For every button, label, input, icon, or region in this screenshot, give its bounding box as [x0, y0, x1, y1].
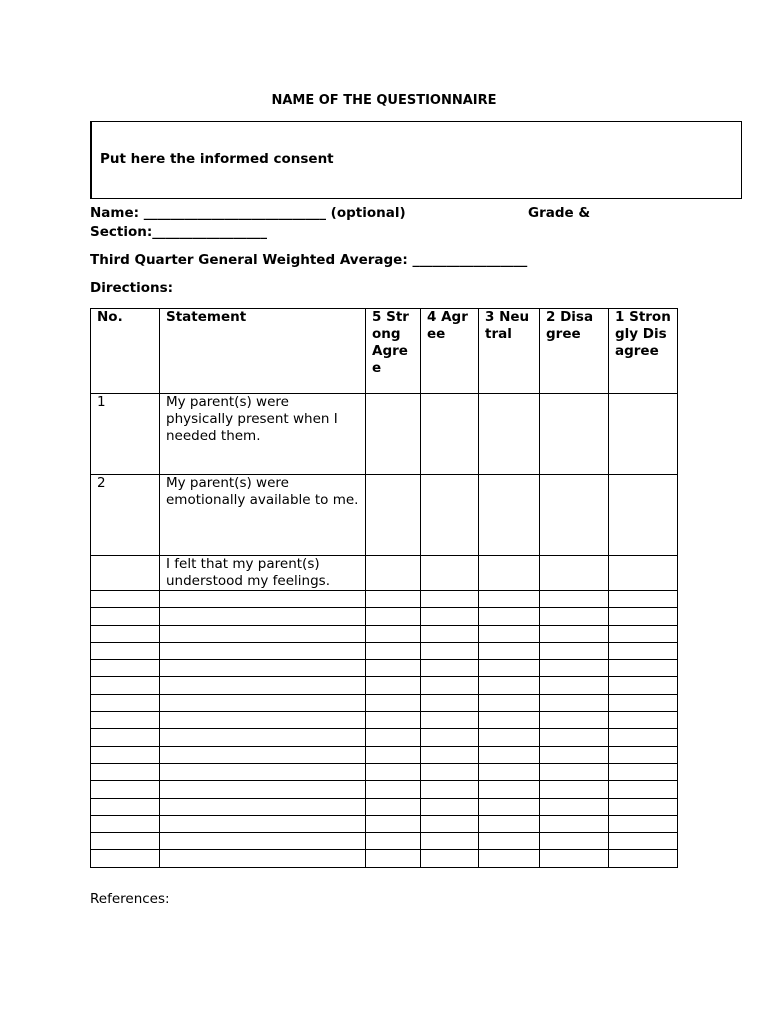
empty-cell[interactable] [479, 677, 540, 694]
empty-cell[interactable] [609, 591, 678, 608]
empty-cell[interactable] [91, 642, 160, 659]
empty-cell[interactable] [160, 815, 366, 832]
empty-cell[interactable] [366, 660, 421, 677]
empty-cell[interactable] [91, 677, 160, 694]
empty-cell[interactable] [366, 642, 421, 659]
empty-cell[interactable] [609, 677, 678, 694]
rating-cell-1[interactable] [609, 475, 678, 556]
empty-cell[interactable] [160, 625, 366, 642]
directions-label: Directions: [90, 280, 174, 296]
empty-cell[interactable] [609, 608, 678, 625]
empty-cell[interactable] [91, 608, 160, 625]
empty-table-row [91, 850, 678, 867]
empty-cell[interactable] [479, 591, 540, 608]
empty-cell[interactable] [160, 712, 366, 729]
empty-cell[interactable] [540, 608, 609, 625]
empty-cell[interactable] [91, 781, 160, 798]
gwa-line: Third Quarter General Weighted Average: _________________ [90, 252, 528, 268]
empty-table-row [91, 625, 678, 642]
empty-table-row [91, 763, 678, 780]
empty-cell[interactable] [160, 798, 366, 815]
empty-cell[interactable] [479, 746, 540, 763]
empty-cell[interactable] [479, 660, 540, 677]
consent-text: Put here the informed consent [100, 151, 334, 167]
empty-cell[interactable] [366, 798, 421, 815]
empty-cell[interactable] [421, 815, 479, 832]
references-label: References: [90, 891, 170, 907]
empty-cell[interactable] [91, 694, 160, 711]
rating-cell-2[interactable] [540, 556, 609, 591]
empty-cell[interactable] [479, 625, 540, 642]
empty-cell[interactable] [91, 660, 160, 677]
empty-cell[interactable] [160, 660, 366, 677]
empty-cell[interactable] [479, 833, 540, 850]
empty-cell[interactable] [540, 677, 609, 694]
empty-cell[interactable] [421, 694, 479, 711]
row-statement: My parent(s) were emotionally available to me. [160, 475, 366, 556]
empty-cell[interactable] [91, 712, 160, 729]
rating-cell-4[interactable] [421, 394, 479, 475]
empty-cell[interactable] [479, 729, 540, 746]
empty-cell[interactable] [609, 798, 678, 815]
row-statement: I felt that my parent(s) understood my feelings. [160, 556, 366, 591]
questionnaire-table [90, 308, 678, 868]
empty-cell[interactable] [540, 833, 609, 850]
empty-cell[interactable] [540, 815, 609, 832]
empty-cell[interactable] [479, 642, 540, 659]
empty-cell[interactable] [91, 625, 160, 642]
empty-cell[interactable] [91, 591, 160, 608]
empty-cell[interactable] [91, 798, 160, 815]
empty-table-row [91, 833, 678, 850]
empty-cell[interactable] [479, 850, 540, 867]
empty-cell[interactable] [366, 712, 421, 729]
empty-cell[interactable] [366, 625, 421, 642]
empty-cell[interactable] [540, 729, 609, 746]
empty-cell[interactable] [540, 763, 609, 780]
empty-table-row [91, 660, 678, 677]
table-row [91, 475, 678, 556]
empty-cell[interactable] [160, 763, 366, 780]
empty-cell[interactable] [91, 763, 160, 780]
empty-cell[interactable] [160, 729, 366, 746]
empty-cell[interactable] [160, 642, 366, 659]
empty-table-row [91, 642, 678, 659]
row-number: 1 [91, 394, 160, 475]
empty-table-row [91, 677, 678, 694]
empty-cell[interactable] [609, 625, 678, 642]
empty-cell[interactable] [160, 591, 366, 608]
empty-cell[interactable] [479, 781, 540, 798]
header-neutral: 3 Neutral [479, 309, 540, 394]
empty-cell[interactable] [421, 591, 479, 608]
empty-cell[interactable] [366, 729, 421, 746]
header-strongly-disagree: 1 Strongly Disagree [609, 309, 678, 394]
rating-cell-1[interactable] [609, 394, 678, 475]
empty-cell[interactable] [160, 850, 366, 867]
empty-table-row [91, 608, 678, 625]
empty-cell[interactable] [421, 781, 479, 798]
empty-cell[interactable] [91, 850, 160, 867]
empty-cell[interactable] [160, 694, 366, 711]
empty-cell[interactable] [479, 712, 540, 729]
empty-cell[interactable] [609, 712, 678, 729]
empty-cell[interactable] [540, 660, 609, 677]
empty-cell[interactable] [540, 781, 609, 798]
header-statement: Statement [160, 309, 366, 394]
empty-cell[interactable] [91, 729, 160, 746]
empty-cell[interactable] [421, 833, 479, 850]
empty-cell[interactable] [421, 660, 479, 677]
empty-table-row [91, 694, 678, 711]
rating-cell-2[interactable] [540, 475, 609, 556]
row-number: 2 [91, 475, 160, 556]
empty-cell[interactable] [540, 642, 609, 659]
header-no: No. [91, 309, 160, 394]
rating-cell-5[interactable] [366, 394, 421, 475]
rating-cell-1[interactable] [609, 556, 678, 591]
rating-cell-3[interactable] [479, 475, 540, 556]
empty-table-row [91, 746, 678, 763]
header-agree: 4 Agree [421, 309, 479, 394]
empty-cell[interactable] [421, 608, 479, 625]
empty-table-row [91, 729, 678, 746]
table-header-row [91, 309, 678, 394]
empty-cell[interactable] [421, 712, 479, 729]
empty-table-row [91, 781, 678, 798]
empty-cell[interactable] [540, 746, 609, 763]
empty-cell[interactable] [609, 781, 678, 798]
empty-cell[interactable] [366, 781, 421, 798]
empty-table-row [91, 591, 678, 608]
empty-cell[interactable] [421, 798, 479, 815]
empty-cell[interactable] [366, 746, 421, 763]
empty-cell[interactable] [421, 642, 479, 659]
rating-cell-5[interactable] [366, 475, 421, 556]
row-statement: My parent(s) were physically present when I needed them. [160, 394, 366, 475]
header-strongly-agree: 5 Strong Agree [366, 309, 421, 394]
name-line: Name: ___________________________ (optional) [90, 205, 406, 221]
empty-cell[interactable] [609, 660, 678, 677]
empty-cell[interactable] [160, 677, 366, 694]
empty-cell[interactable] [479, 608, 540, 625]
table-row [91, 394, 678, 475]
empty-cell[interactable] [421, 677, 479, 694]
empty-cell[interactable] [160, 781, 366, 798]
consent-box [90, 121, 742, 199]
empty-cell[interactable] [540, 712, 609, 729]
empty-table-row [91, 815, 678, 832]
empty-cell[interactable] [540, 798, 609, 815]
empty-cell[interactable] [479, 815, 540, 832]
empty-table-row [91, 712, 678, 729]
rating-cell-5[interactable] [366, 556, 421, 591]
empty-cell[interactable] [609, 850, 678, 867]
empty-cell[interactable] [366, 694, 421, 711]
rating-cell-4[interactable] [421, 475, 479, 556]
rating-cell-3[interactable] [479, 556, 540, 591]
empty-cell[interactable] [160, 746, 366, 763]
empty-cell[interactable] [366, 591, 421, 608]
empty-cell[interactable] [366, 833, 421, 850]
empty-cell[interactable] [609, 833, 678, 850]
empty-cell[interactable] [609, 815, 678, 832]
empty-cell[interactable] [540, 625, 609, 642]
empty-cell[interactable] [91, 746, 160, 763]
empty-cell[interactable] [540, 591, 609, 608]
empty-cell[interactable] [609, 746, 678, 763]
empty-cell[interactable] [540, 694, 609, 711]
empty-cell[interactable] [609, 694, 678, 711]
page-title: NAME OF THE QUESTIONNAIRE [271, 93, 497, 108]
empty-cell[interactable] [160, 833, 366, 850]
empty-cell[interactable] [479, 798, 540, 815]
empty-cell[interactable] [609, 763, 678, 780]
rating-cell-2[interactable] [540, 394, 609, 475]
empty-cell[interactable] [91, 815, 160, 832]
rating-cell-3[interactable] [479, 394, 540, 475]
empty-cell[interactable] [366, 608, 421, 625]
empty-cell[interactable] [366, 850, 421, 867]
rating-cell-4[interactable] [421, 556, 479, 591]
empty-cell[interactable] [91, 833, 160, 850]
empty-table-row [91, 798, 678, 815]
row-number [91, 556, 160, 591]
empty-cell[interactable] [609, 642, 678, 659]
empty-cell[interactable] [609, 729, 678, 746]
empty-cell[interactable] [479, 763, 540, 780]
grade-label: Grade & [528, 205, 591, 221]
empty-cell[interactable] [421, 746, 479, 763]
empty-cell[interactable] [366, 763, 421, 780]
table-row [91, 556, 678, 591]
header-disagree: 2 Disagree [540, 309, 609, 394]
empty-cell[interactable] [160, 608, 366, 625]
empty-cell[interactable] [421, 850, 479, 867]
empty-cell[interactable] [421, 729, 479, 746]
section-line: Section:_________________ [90, 224, 267, 240]
empty-cell[interactable] [479, 694, 540, 711]
empty-cell[interactable] [366, 677, 421, 694]
empty-cell[interactable] [540, 850, 609, 867]
empty-cell[interactable] [421, 763, 479, 780]
empty-cell[interactable] [366, 815, 421, 832]
empty-cell[interactable] [421, 625, 479, 642]
